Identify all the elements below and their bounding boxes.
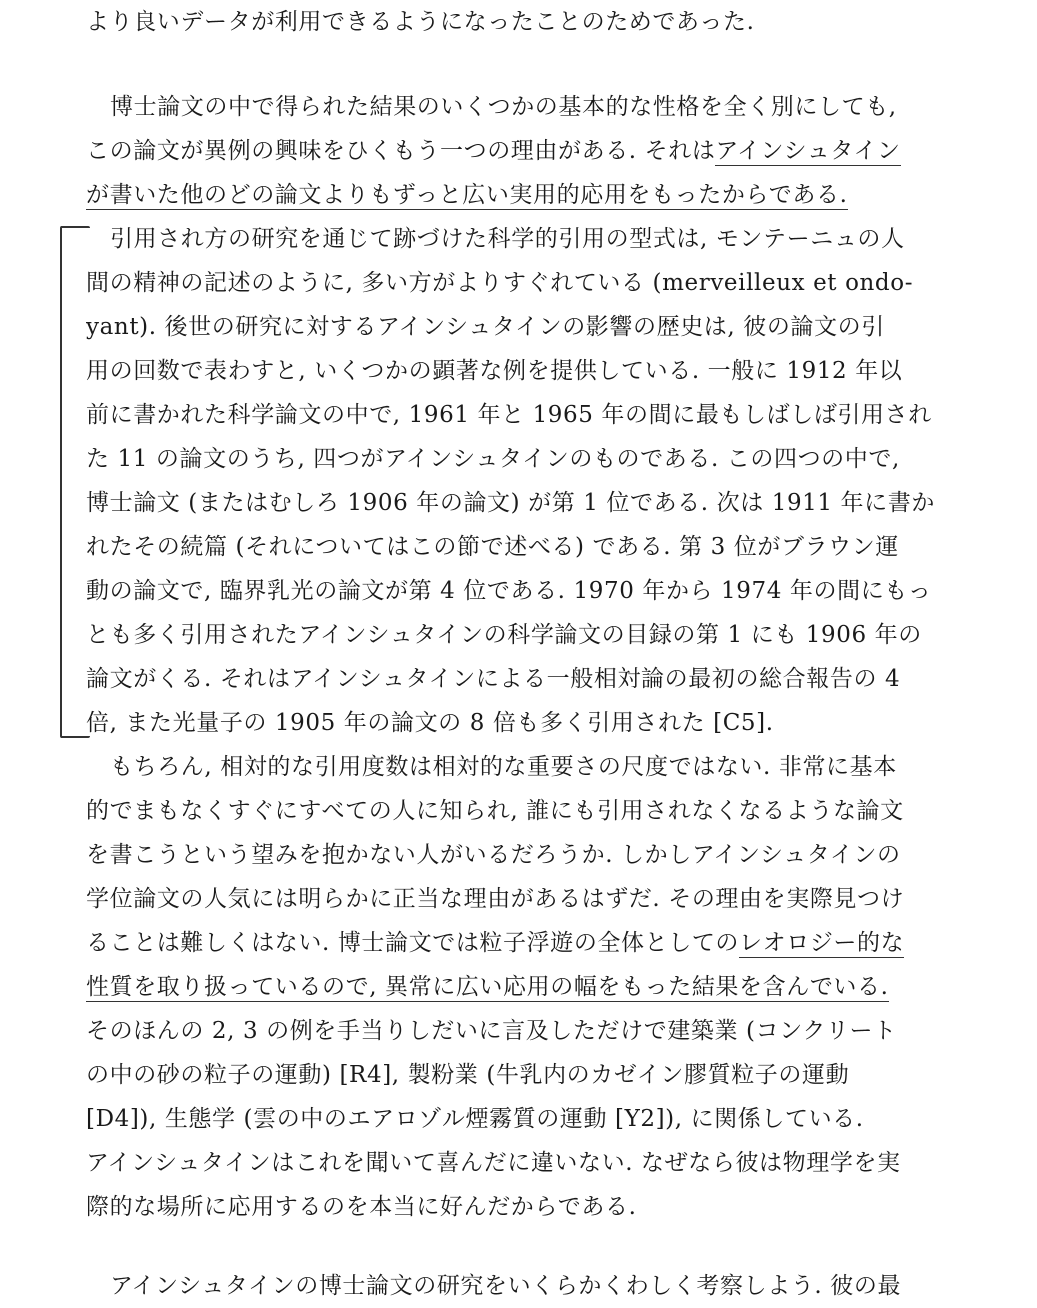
text-line: 学位論文の人気には明らかに正当な理由があるはずだ. その理由を実際見つけ [86,886,905,912]
text-line: 動の論文で, 臨界乳光の論文が第 4 位である. 1970 年から 1974 年の間にもっ [86,578,932,604]
text-line [86,965,952,1009]
text-line: yant). 後世の研究に対するアインシュタインの影響の歴史は, 彼の論文の引 [86,314,885,340]
text-line: 博士論文 (またはむしろ 1906 年の論文) が第 1 位である. 次は 1911 年に書か [86,490,935,516]
text-line: アインシュタインはこれを聞いて喜んだに違いない. なぜなら彼は物理学を実 [86,1150,901,1176]
text-line: アインシュタインの博士論文の研究をいくらかくわしく考察しよう. 彼の最 [110,1273,902,1299]
text-line [86,129,952,173]
text-line: 論文がくる. それはアインシュタインによる一般相対論の最初の総合報告の 4 [86,666,901,692]
text-line: 前に書かれた科学論文の中で, 1961 年と 1965 年の間に最もしばしば引用され [86,402,932,428]
underlined-text: 性質を取り扱っているので, 異常に広い応用の幅をもった結果を含んでいる. [86,974,889,1000]
text-line: とも多く引用されたアインシュタインの科学論文の目録の第 1 にも 1906 年の [86,622,922,648]
text-line: 間の精神の記述のように, 多い方がよりすぐれている (merveilleux et ondo- [86,270,914,296]
text-line: た 11 の論文のうち, 四つがアインシュタインのものである. この四つの中で, [86,446,900,472]
text-line: 博士論文の中で得られた結果のいくつかの基本的な性格を全く別にしても, [110,94,897,120]
text-line [86,921,952,965]
text-line: より良いデータが利用できるようになったことのためであった. [86,9,755,35]
text-line: 際的な場所に応用するのを本当に好んだからである. [86,1194,637,1220]
text-segment: ることは難しくはない. 博士論文では粒子浮遊の全体としての [86,930,740,956]
text-line: 用の回数で表わすと, いくつかの顕著な例を提供している. 一般に 1912 年以 [86,358,903,384]
text-line: の中の砂の粒子の運動) [R4], 製粉業 (牛乳内のカゼイン膠質粒子の運動 [86,1062,850,1088]
text-line: 的でまもなくすぐにすべての人に知られ, 誰にも引用されなくなるような論文 [86,798,904,824]
text-line: 倍, また光量子の 1905 年の論文の 8 倍も多く引用された [C5]. [86,710,774,736]
text-line: もちろん, 相対的な引用度数は相対的な重要さの尺度ではない. 非常に基本 [110,754,897,780]
text-line [86,173,952,217]
text-line: を書こうという望みを抱かない人がいるだろうか. しかしアインシュタインの [86,842,901,868]
underlined-text: アインシュタイン [715,138,901,164]
text-line: れたその続篇 (それについてはこの節で述べる) である. 第 3 位がブラウン運 [86,534,899,560]
text-line: そのほんの 2, 3 の例を手当りしだいに言及しただけで建築業 (コンクリート [86,1018,897,1044]
underlined-text: レオロジー的な [739,930,905,956]
underlined-text: が書いた他のどの論文よりもずっと広い実用的応用をもったからである. [86,182,848,208]
text-segment: この論文が異例の興味をひくもう一つの理由がある. それは [86,138,716,164]
text-line: 引用され方の研究を通じて跡づけた科学的引用の型式は, モンテーニュの人 [110,226,905,252]
text-line: [D4]), 生態学 (雲の中のエアロゾル煙霧質の運動 [Y2]), に関係している. [86,1106,864,1132]
